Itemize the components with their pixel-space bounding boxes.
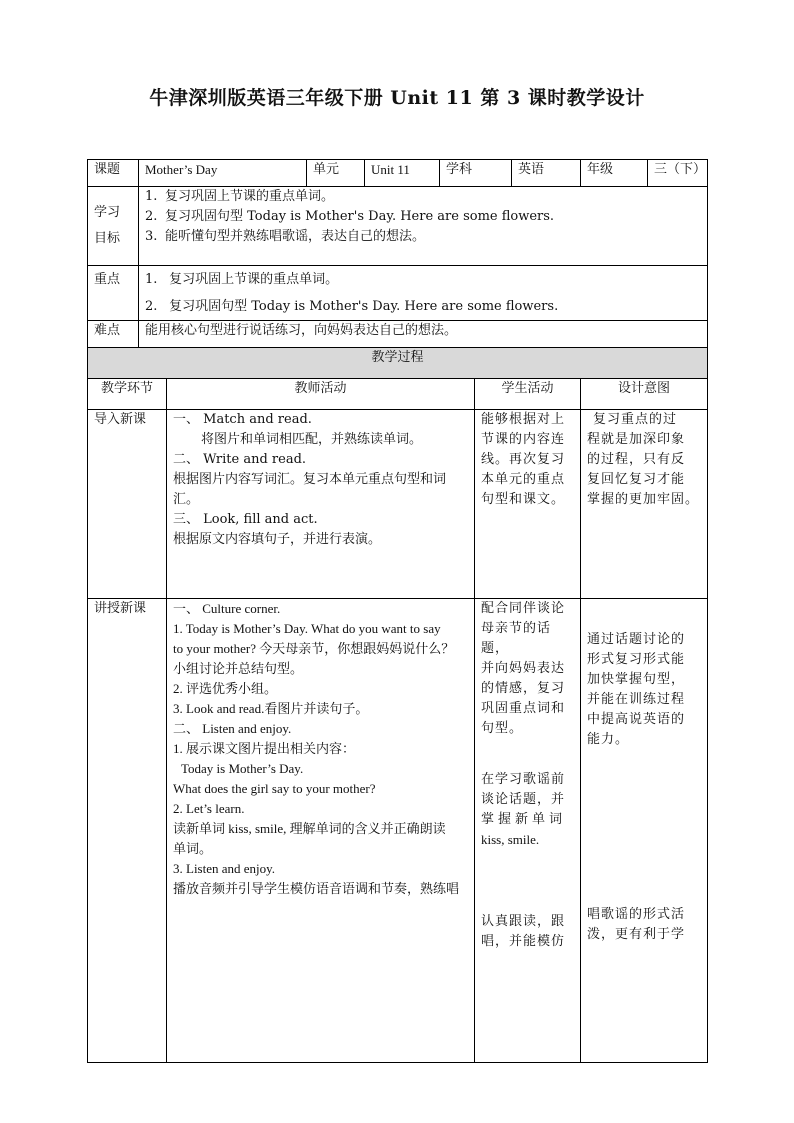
process-header-row [88, 379, 708, 410]
header-student: 学生活动 [475, 379, 581, 410]
objectives-label: 学习 目标 [88, 187, 139, 266]
topic-label: 课题 [88, 160, 139, 187]
objectives-row [88, 187, 708, 266]
header-stage: 教学环节 [88, 379, 167, 410]
grade-value: 三（下） [648, 160, 708, 187]
objective-item: 1. 复习巩固上节课的重点单词。 [145, 189, 335, 204]
intro-intent: 复习重点的过 程就是加深印象 的过程，只有反 复回忆复习才能 掌握的更加牢固。 [581, 410, 708, 599]
intro-stage: 导入新课 [88, 410, 167, 599]
header-teacher: 教师活动 [167, 379, 475, 410]
key-points-label: 重点 [88, 266, 139, 321]
lecture-student: 配合同伴谈论 母亲节的话题， 并向妈妈表达 的情感，复习 巩固重点词和 句型。 在学习歌谣前 谈论话题，并 掌握新单词 kiss, smile. 认真跟读，跟 唱，并能模仿 [475, 599, 581, 1063]
intro-row [88, 410, 708, 599]
intro-teacher: 一、 Match and read. 将图片和单词相匹配，并熟练读单词。 二、 Write and read. 根据图片内容写词汇。复习本单元重点句型和词汇。 三、 Look, fill and act. 根据原文内容填句子，并进行表演。 [167, 410, 475, 599]
topic-value: Mother’s Day [139, 160, 307, 187]
lecture-row [88, 599, 708, 1063]
objectives-list [139, 187, 708, 266]
process-section-title: 教学过程 [88, 348, 708, 379]
difficulty-label: 难点 [88, 321, 139, 348]
unit-label: 单元 [307, 160, 365, 187]
lesson-plan-table [87, 159, 708, 1063]
difficulty-row [88, 321, 708, 348]
subject-value: 英语 [512, 160, 581, 187]
intro-student: 能够根据对上 节课的内容连 线。再次复习 本单元的重点 句型和课文。 [475, 410, 581, 599]
objective-item: 2. 复习巩固句型 Today is Mother's Day. Here are some flowers. [145, 209, 555, 224]
key-points-row [88, 266, 708, 321]
header-intent: 设计意图 [581, 379, 708, 410]
lecture-stage: 讲授新课 [88, 599, 167, 1063]
subject-label: 学科 [440, 160, 512, 187]
lecture-teacher: 一、 Culture corner. 1. Today is Mother’s Day. What do you want to say to your mother? 今天母亲节，你想跟妈妈说什么？ 小组讨论并总结句型。 2. 评选优秀小组。 3. Look and read.看图片并读句子。 二、 Listen and enjoy. 1. 展示课文图片提出相关内容： Today is Mother’s Day. What does the girl say to your mother? 2. Let’s learn. 读新单词 kiss, smile, 理解单词的含义并正确朗读 单词。 3. Listen and enjoy. 播放音频并引导学生模仿语音语调和节奏，熟练唱 [167, 599, 475, 1063]
key-points-list [139, 266, 708, 321]
unit-value: Unit 11 [365, 160, 440, 187]
lecture-intent: 通过话题讨论的 形式复习形式能 加快掌握句型， 并能在训练过程 中提高说英语的 能力。 唱歌谣的形式活 泼，更有利于学 [581, 599, 708, 1063]
difficulty-text: 能用核心句型进行说话练习，向妈妈表达自己的想法。 [139, 321, 708, 348]
key-point-item: 2. 复习巩固句型 Today is Mother's Day. Here are some flowers. [145, 299, 559, 314]
key-point-item: 1. 复习巩固上节课的重点单词。 [145, 272, 339, 287]
grade-label: 年级 [581, 160, 648, 187]
info-row [88, 160, 708, 187]
objective-item: 3. 能听懂句型并熟练唱歌谣，表达自己的想法。 [145, 229, 426, 244]
process-section-row [88, 348, 708, 379]
document-title: 牛津深圳版英语三年级下册 Unit 11 第 3 课时教学设计 [149, 87, 645, 109]
